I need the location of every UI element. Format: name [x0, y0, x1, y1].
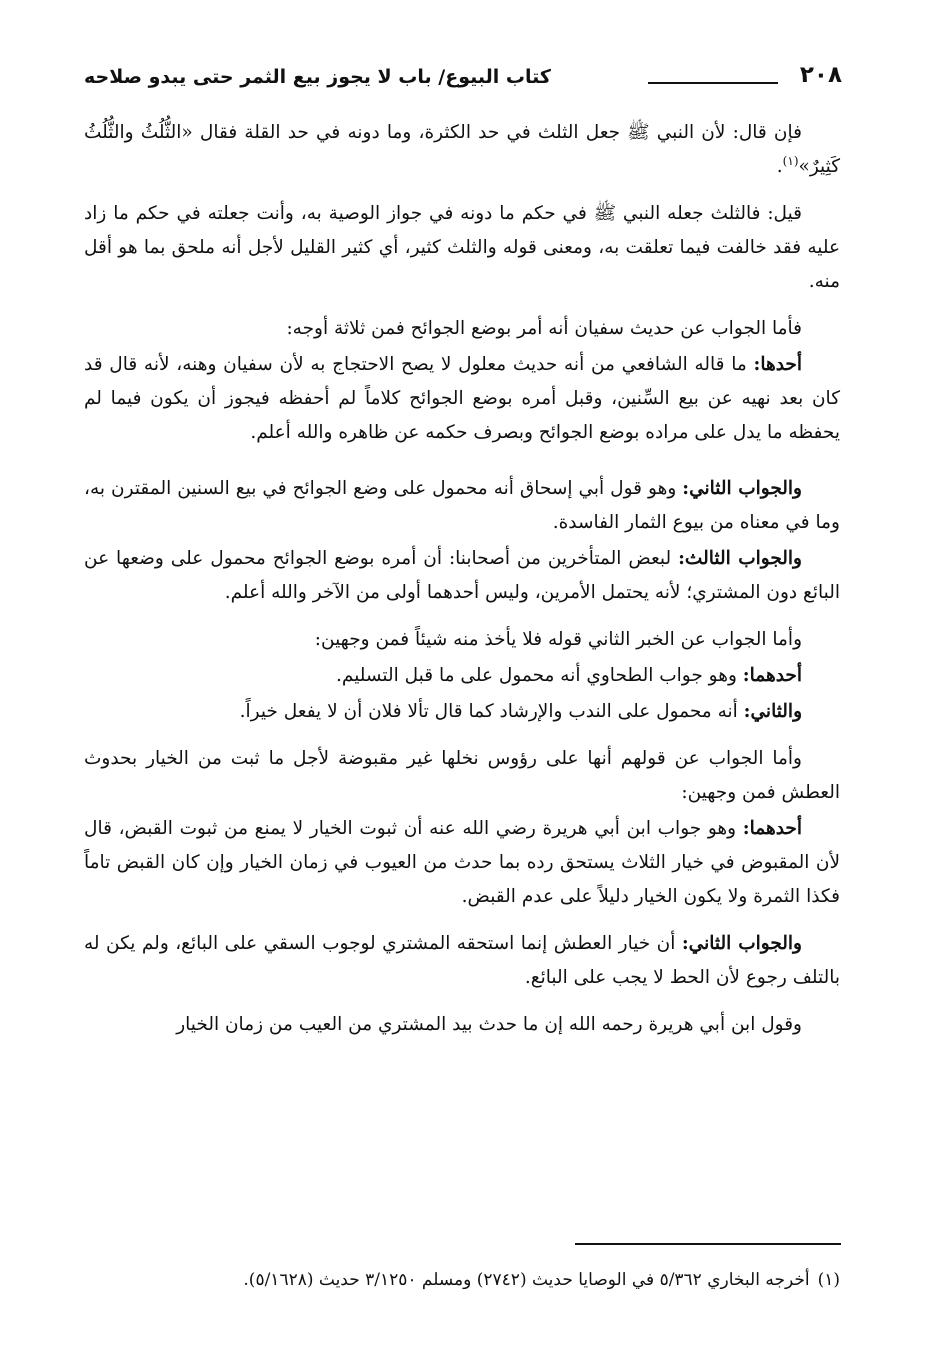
paragraph-text: وهو جواب الطحاوي أنه محمول على ما قبل التسليم.: [336, 665, 743, 686]
paragraph-lead: أحدها:: [753, 354, 802, 375]
paragraph-text: أن خيار العطش إنما استحقه المشتري لوجوب السقي على البائع، ولم يكن له بالتلف رجوع لأن الحط لا يجب على البائع.: [84, 933, 840, 988]
paragraph-lead: والجواب الثاني:: [682, 478, 802, 499]
page-number: ٢٠٨: [799, 62, 842, 88]
footnote-mark: (١): [817, 1270, 840, 1290]
paragraph-lead: والجواب الثالث:: [678, 548, 802, 569]
paragraph: [84, 312, 840, 346]
paragraph-text: أنه محمول على الندب والإرشاد كما قال تألا فلان أن لا يفعل خيراً.: [239, 701, 744, 722]
paragraph: [84, 197, 840, 299]
paragraph-text: وأما الجواب عن الخبر الثاني قوله فلا يأخذ منه شيئاً فمن وجهين:: [314, 629, 802, 650]
footnote: [84, 1266, 840, 1294]
paragraph-lead: أحدهما:: [742, 665, 802, 686]
paragraph-tail: .: [776, 156, 783, 177]
running-header: [84, 62, 842, 102]
paragraph-text: وأما الجواب عن قولهم أنها على رؤوس نخلها غير مقبوضة لأجل ما ثبت من الخيار بحدوث العطش فمن وجهين:: [84, 748, 840, 803]
paragraph: [84, 659, 840, 693]
paragraph-text: فإن قال: لأن النبي ﷺ جعل الثلث في حد الكثرة، وما دونه في حد القلة فقال «الثُّلُثُ والثُّلُثُ كَثِيرٌ»: [84, 122, 840, 177]
paragraph-text: ما قاله الشافعي من أنه حديث معلول لا يصح الاحتجاج به لأن سفيان وهنه، لأنه قال قد كان بعد نهيه عن بيع السِّنين، وقبل أمره بوضع الجوائح كلاماً لم أحفظه فيجوز أن يكون فيما لم يحفظه ما يدل على مراده بوضع الجوائح وبصرف حكمه عن ظاهره والله أعلم.: [84, 354, 840, 443]
paragraph: [84, 623, 840, 657]
paragraph: [84, 695, 840, 729]
paragraph-text: فأما الجواب عن حديث سفيان أنه أمر بوضع الجوائح فمن ثلاثة أوجه:: [286, 318, 802, 339]
paragraph-lead: أحدهما:: [742, 818, 802, 839]
footnote-text: أخرجه البخاري ٥/٣٦٢ في الوصايا حديث (٢٧٤٢) ومسلم ٣/١٢٥٠ حديث (٥/١٦٢٨).: [243, 1270, 810, 1290]
paragraph-text: وهو جواب ابن أبي هريرة رضي الله عنه أن ثبوت الخيار لا يمنع من ثبوت القبض، قال لأن المقبوض في خيار الثلاث يستحق رده بما حدث من العيوب في زمان الخيار وإن كان القبض تاماً فكذا الثمرة ولا يكون الخيار دليلاً على عدم القبض.: [84, 818, 840, 907]
paragraph: [84, 116, 840, 184]
paragraph-text: لبعض المتأخرين من أصحابنا: أن أمره بوضع الجوائح محمول على وضعها عن البائع دون المشتري؛ لأنه يحتمل الأمرين، وليس أحدهما أولى من الآخر والله أعلم.: [84, 548, 840, 603]
footnote-reference[interactable]: (١): [782, 153, 799, 168]
paragraph: [84, 542, 840, 610]
paragraph-text: وهو قول أبي إسحاق أنه محمول على وضع الجوائح في بيع السنين المقترن به، وما في معناه من بيوع الثمار الفاسدة.: [84, 478, 840, 533]
paragraph-text: وقول ابن أبي هريرة رحمه الله إن ما حدث بيد المشتري من العيب من زمان الخيار: [176, 1014, 802, 1035]
paragraph-lead: والجواب الثاني:: [681, 933, 802, 954]
paragraph-text: قيل: فالثلث جعله النبي ﷺ في حكم ما دونه في جواز الوصية به، وأنت جعلته في حكم ما زاد عليه فقد خالفت فيما تعلقت به، ومعنى قوله والثلث كثير، أي كثير القليل لأجل أنه ملحق بما هو أقل منه.: [84, 203, 840, 292]
paragraph: [84, 927, 840, 995]
main-text: [84, 116, 840, 1055]
running-title: كتاب البيوع/ باب لا يجوز بيع الثمر حتى يبدو صلاحه: [84, 66, 551, 88]
paragraph: [84, 348, 840, 450]
paragraph-lead: والثاني:: [743, 701, 802, 722]
footnote-rule: [575, 1243, 841, 1245]
paragraph: [84, 742, 840, 810]
paragraph: [84, 1008, 840, 1042]
paragraph: [84, 472, 840, 540]
paragraph: [84, 812, 840, 914]
header-rule: [648, 82, 778, 84]
